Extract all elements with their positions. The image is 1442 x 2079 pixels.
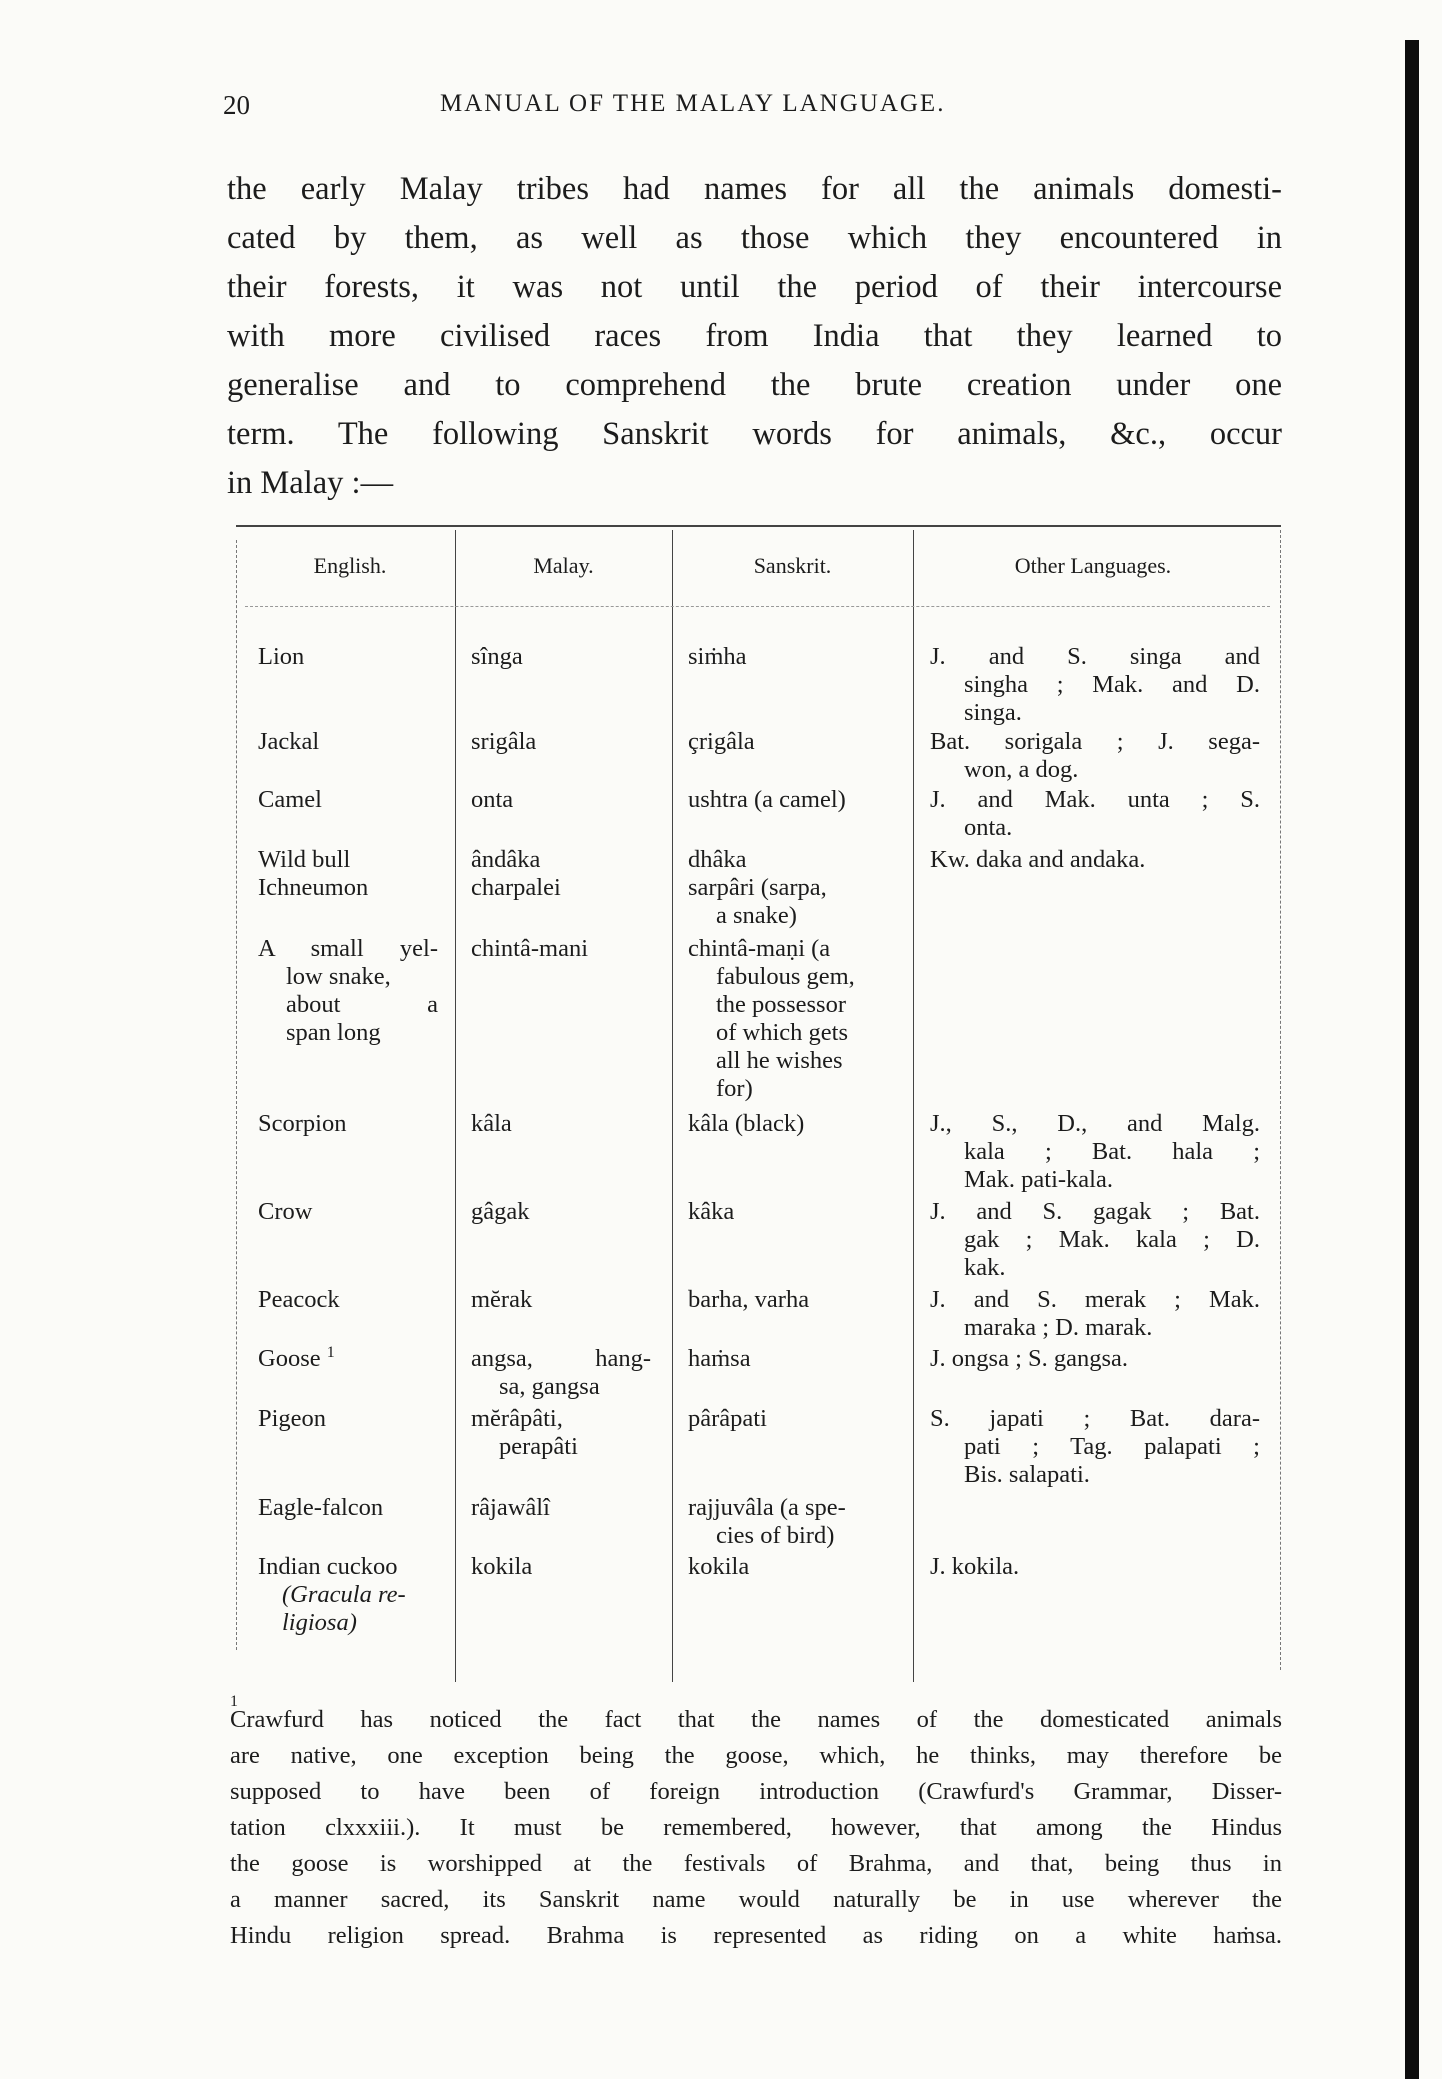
cell-line: S. japati ; Bat. dara- [930, 1405, 1260, 1432]
running-title: MANUAL OF THE MALAY LANGUAGE. [440, 90, 946, 117]
cell-line: gâgak [471, 1198, 530, 1225]
cell-other [930, 1286, 1260, 1342]
footnote-line: a manner sacred, its Sanskrit name would naturally be in use wherever the [230, 1886, 1282, 1913]
cell-line: cies of bird) [716, 1522, 835, 1549]
header-other-languages: Other Languages. [1014, 553, 1172, 578]
cell-line: pârâpati [688, 1405, 767, 1432]
cell-line: perapâti [499, 1433, 578, 1460]
cell-other [930, 1405, 1260, 1489]
cell-other [930, 643, 1260, 727]
cell-english [258, 1494, 383, 1522]
cell-english [258, 874, 368, 902]
header-english: English. [313, 553, 387, 578]
table-left-border [236, 540, 237, 1650]
cell-sanskrit [688, 1286, 809, 1314]
body-line: term. The following Sanskrit words for animals, &c., occur [227, 416, 1282, 452]
cell-line: srigâla [471, 728, 537, 755]
body-line: with more civilised races from India that they learned to [227, 318, 1282, 354]
cell-line: low snake, [286, 963, 391, 990]
cell-english [258, 935, 438, 1047]
column-divider [913, 530, 914, 1682]
cell-english [258, 1286, 340, 1314]
footnote-text: Crawfurd has noticed the fact that the names of the domesticated animals [230, 1706, 1282, 1733]
cell-line: kokila [471, 1553, 533, 1580]
cell-word: Goose [258, 1345, 321, 1372]
cell-line: mĕrâpâti, [471, 1405, 563, 1432]
cell-line: A small yel- [258, 935, 438, 962]
cell-line: sa, gangsa [499, 1373, 600, 1400]
cell-malay [471, 643, 523, 671]
body-line: in Malay :— [227, 465, 394, 501]
cell-line [258, 1345, 335, 1373]
cell-line: J. and S. gagak ; Bat. [930, 1198, 1260, 1225]
cell-line: charpalei [471, 874, 561, 901]
cell-malay [471, 1110, 512, 1138]
cell-line: râjawâlî [471, 1494, 550, 1521]
cell-malay [471, 1345, 651, 1401]
footnote-line: 1 Crawfurd has noticed the fact that the names of the domesticated animals [230, 1702, 1282, 1738]
cell-line: pati ; Tag. palapati ; [964, 1433, 1260, 1460]
cell-line: Lion [258, 643, 305, 670]
cell-line: barha, varha [688, 1286, 810, 1313]
cell-line: Scorpion [258, 1110, 347, 1137]
footnote-line: the goose is worshipped at the festivals of Brahma, and that, being thus in [230, 1850, 1282, 1877]
cell-other [930, 786, 1260, 842]
cell-malay [471, 846, 540, 874]
scan-edge-bar [1405, 40, 1419, 2079]
cell-english [258, 846, 350, 874]
cell-line: Wild bull [258, 846, 351, 873]
cell-line: J., S., D., and Malg. [930, 1110, 1260, 1137]
cell-malay [471, 786, 513, 814]
cell-line: a snake) [716, 902, 797, 929]
cell-line: rajjuvâla (a spe- [688, 1494, 846, 1521]
cell-english [258, 1345, 335, 1373]
cell-other [930, 1553, 1260, 1581]
footnote-line: tation clxxxiii.). It must be remembered, however, that among the Hindus [230, 1814, 1282, 1841]
footnote-line: supposed to have been of foreign introduction (Crawfurd's Grammar, Disser- [230, 1778, 1282, 1805]
cell-line: Camel [258, 786, 322, 813]
cell-line: all he wishes [716, 1047, 843, 1074]
cell-line: chintâ-maṇi (a [688, 935, 831, 962]
cell-line: Bat. sorigala ; J. sega- [930, 728, 1260, 755]
cell-line: about a [286, 991, 438, 1018]
cell-line: Pigeon [258, 1405, 327, 1432]
cell-line: kâla [471, 1110, 512, 1137]
cell-malay [471, 1198, 530, 1226]
cell-other [930, 1198, 1260, 1282]
cell-sanskrit [688, 786, 846, 814]
cell-line: kak. [964, 1254, 1006, 1281]
cell-other [930, 728, 1260, 784]
cell-line: Crow [258, 1198, 313, 1225]
cell-line: singha ; Mak. and D. [964, 671, 1260, 698]
cell-english [258, 786, 322, 814]
cell-line: the possessor [716, 991, 846, 1018]
cell-malay [471, 874, 561, 902]
cell-line: haṁsa [688, 1345, 751, 1372]
footnote [230, 1693, 1282, 1954]
cell-malay [471, 935, 588, 963]
cell-line: Indian cuckoo [258, 1553, 398, 1580]
body-line: their forests, it was not until the period of their intercourse [227, 269, 1282, 305]
cell-line: Kw. daka and andaka. [930, 846, 1146, 873]
cell-english [258, 1405, 326, 1433]
cell-line: kokila [688, 1553, 750, 1580]
cell-sanskrit [688, 1198, 734, 1226]
cell-sanskrit [688, 1553, 749, 1581]
cell-line: ligiosa) [282, 1609, 357, 1636]
column-divider [672, 530, 673, 1682]
cell-line: chintâ-mani [471, 935, 589, 962]
cell-line: ândâka [471, 846, 541, 873]
cell-malay [471, 1553, 532, 1581]
cell-line: ushtra (a camel) [688, 786, 846, 813]
cell-line: gak ; Mak. kala ; D. [964, 1226, 1260, 1253]
header-malay: Malay. [533, 553, 594, 578]
cell-line: Bis. salapati. [964, 1461, 1090, 1488]
cell-line: for) [716, 1075, 753, 1102]
cell-sanskrit [688, 935, 903, 1103]
cell-english [258, 1110, 346, 1138]
cell-malay [471, 1494, 550, 1522]
header-sanskrit: Sanskrit. [753, 553, 832, 578]
cell-line: Peacock [258, 1286, 340, 1313]
cell-english [258, 1553, 443, 1637]
cell-line: çrigâla [688, 728, 755, 755]
cell-line: kala ; Bat. hala ; [964, 1138, 1260, 1165]
cell-line: span long [286, 1019, 381, 1046]
footnote-line: are native, one exception being the goose, which, he thinks, may therefore be [230, 1742, 1282, 1769]
cell-line: maraka ; D. marak. [964, 1314, 1153, 1341]
cell-english [258, 728, 319, 756]
cell-line: sarpâri (sarpa, [688, 874, 827, 901]
cell-malay [471, 1405, 651, 1461]
cell-line: singa. [964, 699, 1022, 726]
cell-sanskrit [688, 1345, 751, 1373]
body-line: generalise and to comprehend the brute creation under one [227, 367, 1282, 403]
body-line: cated by them, as well as those which they encountered in [227, 220, 1282, 256]
cell-line: Eagle-falcon [258, 1494, 384, 1521]
cell-other [930, 1110, 1260, 1194]
cell-malay [471, 728, 536, 756]
cell-malay [471, 1286, 532, 1314]
cell-line: fabulous gem, [716, 963, 855, 990]
cell-line: kâka [688, 1198, 735, 1225]
cell-other [930, 846, 1260, 874]
cell-line: (Gracula re- [282, 1581, 406, 1608]
cell-line: kâla (black) [688, 1110, 805, 1137]
cell-sanskrit [688, 1110, 804, 1138]
cell-sanskrit [688, 874, 903, 930]
cell-sanskrit [688, 728, 755, 756]
cell-line: Ichneumon [258, 874, 369, 901]
cell-line: J. ongsa ; S. gangsa. [930, 1345, 1129, 1372]
column-divider [455, 530, 456, 1682]
footnote-line: Hindu religion spread. Brahma is represented as riding on a white haṁsa. [230, 1922, 1282, 1949]
cell-line: won, a dog. [964, 756, 1079, 783]
cell-english [258, 1198, 312, 1226]
page-number: 20 [223, 90, 250, 120]
cell-sanskrit [688, 643, 747, 671]
cell-line: J. and S. singa and [930, 643, 1260, 670]
cell-line: J. and S. merak ; Mak. [930, 1286, 1260, 1313]
cell-line: mĕrak [471, 1286, 533, 1313]
table-top-rule [236, 525, 1281, 527]
cell-sanskrit [688, 1405, 767, 1433]
intro-paragraph [227, 165, 1282, 508]
cell-line: angsa, hang- [471, 1345, 651, 1372]
cell-line: J. and Mak. unta ; S. [930, 786, 1260, 813]
cell-line: Jackal [258, 728, 320, 755]
cell-line: siṁha [688, 643, 747, 670]
cell-line: dhâka [688, 846, 747, 873]
table-right-border [1280, 530, 1281, 1670]
cell-other [930, 1345, 1260, 1373]
body-line: the early Malay tribes had names for all the animals domesti- [227, 171, 1282, 207]
cell-line: of which gets [716, 1019, 848, 1046]
footnote-ref: 1 [326, 1343, 335, 1361]
cell-line: onta [471, 786, 514, 813]
cell-english [258, 643, 304, 671]
cell-line: Mak. pati-kala. [964, 1166, 1113, 1193]
table-header-rule [245, 606, 1270, 607]
cell-sanskrit [688, 846, 747, 874]
cell-line: onta. [964, 814, 1013, 841]
cell-line: sînga [471, 643, 523, 670]
cell-sanskrit [688, 1494, 903, 1550]
cell-line: J. kokila. [930, 1553, 1020, 1580]
